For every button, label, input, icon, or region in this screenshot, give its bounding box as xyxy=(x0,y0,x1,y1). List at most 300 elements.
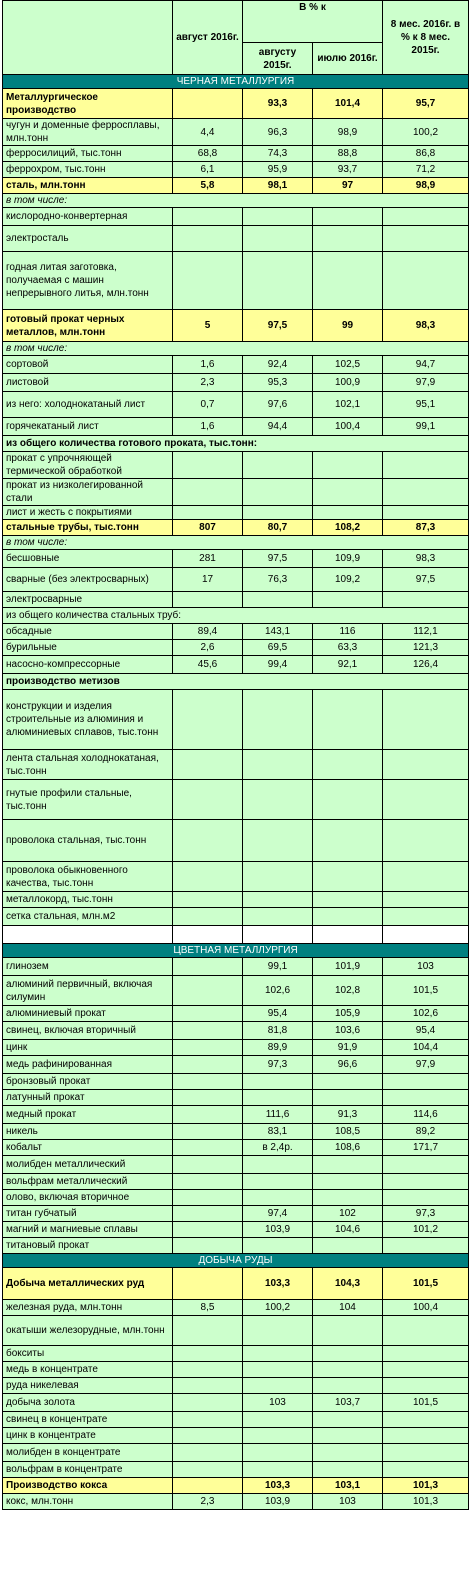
value-cell-v1 xyxy=(173,452,243,479)
header-percent-group: В % к xyxy=(243,1,383,43)
row-label: готовый прокат черных металлов, млн.тонн xyxy=(3,310,173,342)
value-cell-v3: 102,1 xyxy=(313,392,383,418)
value-cell-v2: 95,4 xyxy=(243,1006,313,1022)
value-cell-v3 xyxy=(313,1316,383,1346)
value-cell-v3: 103,6 xyxy=(313,1022,383,1040)
table-row xyxy=(3,1362,469,1378)
row-label: металлокорд, тыс.тонн xyxy=(3,892,173,908)
value-cell-v1: 8,5 xyxy=(173,1300,243,1316)
row-label: олово, включая вторичное xyxy=(3,1190,173,1206)
value-cell-v2: 95,3 xyxy=(243,374,313,392)
value-cell-v2 xyxy=(243,892,313,908)
value-cell-v3 xyxy=(313,892,383,908)
table-row xyxy=(3,1090,469,1106)
header-row-1 xyxy=(3,1,469,43)
table-row xyxy=(3,908,469,926)
value-cell-v3 xyxy=(313,1412,383,1428)
value-cell-v2 xyxy=(243,780,313,820)
row-label: лента стальная холоднокатаная, тыс.тонн xyxy=(3,750,173,780)
value-cell-v1: 5 xyxy=(173,310,243,342)
value-cell-v4 xyxy=(383,690,469,750)
value-cell-v1 xyxy=(173,592,243,608)
value-cell-v1 xyxy=(173,1124,243,1140)
value-cell-v2: 81,8 xyxy=(243,1022,313,1040)
table-row xyxy=(3,1316,469,1346)
value-cell-v2: 102,6 xyxy=(243,976,313,1006)
row-label: железная руда, млн.тонн xyxy=(3,1300,173,1316)
value-cell-v3 xyxy=(313,1444,383,1462)
row-label: бронзовый прокат xyxy=(3,1074,173,1090)
value-cell-v4 xyxy=(383,452,469,479)
value-cell-v2: 96,3 xyxy=(243,119,313,146)
value-cell-v4: 102,6 xyxy=(383,1006,469,1022)
value-cell-v3 xyxy=(313,1074,383,1090)
value-cell-v4: 99,1 xyxy=(383,418,469,436)
value-cell-v3: 100,4 xyxy=(313,418,383,436)
value-cell-v1 xyxy=(173,1106,243,1124)
value-cell-v4: 101,5 xyxy=(383,1268,469,1300)
value-cell-v4 xyxy=(383,908,469,926)
value-cell-v3: 101,9 xyxy=(313,958,383,976)
row-label: окатыши железорудные, млн.тонн xyxy=(3,1316,173,1346)
row-label: сварные (без электросварных) xyxy=(3,568,173,592)
row-label: цинк xyxy=(3,1040,173,1056)
value-cell-v2: 98,1 xyxy=(243,178,313,194)
value-cell-v1 xyxy=(173,820,243,862)
value-cell-v2: 103,3 xyxy=(243,1478,313,1494)
value-cell-v3 xyxy=(313,592,383,608)
value-cell-v4 xyxy=(383,1444,469,1462)
value-cell-v4: 121,3 xyxy=(383,640,469,656)
value-cell-v4 xyxy=(383,1238,469,1254)
value-cell-v4: 97,3 xyxy=(383,1206,469,1222)
header-8-months: 8 мес. 2016г. в % к 8 мес. 2015г. xyxy=(383,1,469,75)
value-cell-v1 xyxy=(173,1444,243,1462)
empty-cell xyxy=(3,926,173,944)
row-label: прокат из низколегированной стали xyxy=(3,479,173,506)
row-label: феррохром, тыс.тонн xyxy=(3,162,173,178)
value-cell-v3: 109,2 xyxy=(313,568,383,592)
row-label: производство метизов xyxy=(3,674,469,690)
value-cell-v3 xyxy=(313,1156,383,1174)
table-row xyxy=(3,194,469,208)
table-row xyxy=(3,780,469,820)
value-cell-v2: 92,4 xyxy=(243,356,313,374)
table-row xyxy=(3,1346,469,1362)
table-row xyxy=(3,1140,469,1156)
section-title: ЦВЕТНАЯ МЕТАЛЛУРГИЯ xyxy=(3,944,469,958)
value-cell-v3: 104 xyxy=(313,1300,383,1316)
value-cell-v1 xyxy=(173,1174,243,1190)
row-label: кислородно-конвертерная xyxy=(3,208,173,226)
table-row xyxy=(3,119,469,146)
value-cell-v2: 94,4 xyxy=(243,418,313,436)
value-cell-v1 xyxy=(173,479,243,506)
value-cell-v1: 6,1 xyxy=(173,162,243,178)
value-cell-v2: 83,1 xyxy=(243,1124,313,1140)
value-cell-v1 xyxy=(173,976,243,1006)
value-cell-v3 xyxy=(313,750,383,780)
value-cell-v3: 102,8 xyxy=(313,976,383,1006)
value-cell-v2 xyxy=(243,1156,313,1174)
table-row xyxy=(3,976,469,1006)
value-cell-v2 xyxy=(243,1412,313,1428)
value-cell-v1: 2,3 xyxy=(173,374,243,392)
value-cell-v1: 281 xyxy=(173,550,243,568)
row-label: прокат с упрочняющей термической обработкой xyxy=(3,452,173,479)
value-cell-v1 xyxy=(173,1428,243,1444)
value-cell-v2 xyxy=(243,908,313,926)
row-label: проволока стальная, тыс.тонн xyxy=(3,820,173,862)
empty-cell xyxy=(313,926,383,944)
value-cell-v2 xyxy=(243,1316,313,1346)
value-cell-v1 xyxy=(173,89,243,119)
value-cell-v4 xyxy=(383,1346,469,1362)
table-row xyxy=(3,374,469,392)
value-cell-v3 xyxy=(313,1174,383,1190)
value-cell-v1: 2,6 xyxy=(173,640,243,656)
value-cell-v4 xyxy=(383,1378,469,1394)
value-cell-v3 xyxy=(313,226,383,252)
header-august-2016: август 2016г. xyxy=(173,1,243,75)
table-row xyxy=(3,624,469,640)
section-title: ЧЕРНАЯ МЕТАЛЛУРГИЯ xyxy=(3,75,469,89)
value-cell-v3 xyxy=(313,820,383,862)
table-row xyxy=(3,1174,469,1190)
header-august-2015: августу 2015г. xyxy=(243,43,313,75)
value-cell-v2 xyxy=(243,750,313,780)
value-cell-v2: 100,2 xyxy=(243,1300,313,1316)
row-label: бокситы xyxy=(3,1346,173,1362)
value-cell-v3: 91,9 xyxy=(313,1040,383,1056)
value-cell-v2: 93,3 xyxy=(243,89,313,119)
value-cell-v4: 98,9 xyxy=(383,178,469,194)
value-cell-v2: 99,1 xyxy=(243,958,313,976)
value-cell-v3: 98,9 xyxy=(313,119,383,146)
value-cell-v4 xyxy=(383,1156,469,1174)
table-row xyxy=(3,146,469,162)
value-cell-v3: 103,1 xyxy=(313,1478,383,1494)
row-label: обсадные xyxy=(3,624,173,640)
table-row xyxy=(3,1124,469,1140)
value-cell-v3 xyxy=(313,1346,383,1362)
table-row xyxy=(3,342,469,356)
value-cell-v1 xyxy=(173,892,243,908)
table-row xyxy=(3,392,469,418)
value-cell-v1 xyxy=(173,780,243,820)
value-cell-v1 xyxy=(173,1156,243,1174)
value-cell-v1 xyxy=(173,1316,243,1346)
value-cell-v2 xyxy=(243,1444,313,1462)
table-row xyxy=(3,1190,469,1206)
table-row xyxy=(3,418,469,436)
row-label: медь в концентрате xyxy=(3,1362,173,1378)
value-cell-v4: 101,3 xyxy=(383,1478,469,1494)
value-cell-v4: 101,3 xyxy=(383,1494,469,1510)
value-cell-v3: 105,9 xyxy=(313,1006,383,1022)
table-row xyxy=(3,1056,469,1074)
value-cell-v2: 69,5 xyxy=(243,640,313,656)
value-cell-v1 xyxy=(173,908,243,926)
value-cell-v2 xyxy=(243,208,313,226)
value-cell-v4: 87,3 xyxy=(383,520,469,536)
row-label: из него: холоднокатаный лист xyxy=(3,392,173,418)
value-cell-v2: 143,1 xyxy=(243,624,313,640)
value-cell-v4 xyxy=(383,1412,469,1428)
table-body xyxy=(3,1,469,1510)
value-cell-v2 xyxy=(243,1238,313,1254)
value-cell-v1 xyxy=(173,1022,243,1040)
value-cell-v2 xyxy=(243,1346,313,1362)
row-label: чугун и доменные ферросплавы, млн.тонн xyxy=(3,119,173,146)
table-row xyxy=(3,452,469,479)
value-cell-v1 xyxy=(173,750,243,780)
value-cell-v1 xyxy=(173,1190,243,1206)
value-cell-v1: 1,6 xyxy=(173,356,243,374)
table-row xyxy=(3,550,469,568)
row-label: сетка стальная, млн.м2 xyxy=(3,908,173,926)
value-cell-v1 xyxy=(173,958,243,976)
table-row xyxy=(3,1478,469,1494)
value-cell-v4: 97,9 xyxy=(383,374,469,392)
value-cell-v1 xyxy=(173,1268,243,1300)
value-cell-v3 xyxy=(313,452,383,479)
value-cell-v2 xyxy=(243,1174,313,1190)
row-label: Добыча металлических руд xyxy=(3,1268,173,1300)
value-cell-v3: 101,4 xyxy=(313,89,383,119)
table-row xyxy=(3,1494,469,1510)
row-label: добыча золота xyxy=(3,1394,173,1412)
value-cell-v2: 97,3 xyxy=(243,1056,313,1074)
value-cell-v3: 108,2 xyxy=(313,520,383,536)
value-cell-v4: 100,4 xyxy=(383,1300,469,1316)
section-title: ДОБЫЧА РУДЫ xyxy=(3,1254,469,1268)
header-indicator-cell xyxy=(3,1,173,75)
value-cell-v2 xyxy=(243,690,313,750)
value-cell-v1 xyxy=(173,1412,243,1428)
row-label: руда никелевая xyxy=(3,1378,173,1394)
value-cell-v3: 102,5 xyxy=(313,356,383,374)
row-label: в том числе: xyxy=(3,342,469,356)
table-row xyxy=(3,479,469,506)
value-cell-v4: 71,2 xyxy=(383,162,469,178)
row-label: свинец в концентрате xyxy=(3,1412,173,1428)
value-cell-v4: 100,2 xyxy=(383,119,469,146)
value-cell-v2 xyxy=(243,1362,313,1378)
value-cell-v2: 97,5 xyxy=(243,310,313,342)
value-cell-v2 xyxy=(243,226,313,252)
table-row xyxy=(3,1040,469,1056)
row-label: кокс, млн.тонн xyxy=(3,1494,173,1510)
table-row xyxy=(3,1428,469,1444)
value-cell-v1: 68,8 xyxy=(173,146,243,162)
value-cell-v3: 92,1 xyxy=(313,656,383,674)
value-cell-v2 xyxy=(243,479,313,506)
value-cell-v4 xyxy=(383,506,469,520)
row-label: электросталь xyxy=(3,226,173,252)
value-cell-v2: 97,6 xyxy=(243,392,313,418)
table-row xyxy=(3,1268,469,1300)
value-cell-v1 xyxy=(173,1378,243,1394)
value-cell-v3 xyxy=(313,1428,383,1444)
row-label: вольфрам в концентрате xyxy=(3,1462,173,1478)
value-cell-v4: 95,1 xyxy=(383,392,469,418)
value-cell-v4 xyxy=(383,1316,469,1346)
row-label: латунный прокат xyxy=(3,1090,173,1106)
row-label: алюминий первичный, включая силумин xyxy=(3,976,173,1006)
value-cell-v2 xyxy=(243,506,313,520)
value-cell-v4: 171,7 xyxy=(383,1140,469,1156)
value-cell-v1: 4,4 xyxy=(173,119,243,146)
table-row xyxy=(3,1222,469,1238)
table-row xyxy=(3,1006,469,1022)
empty-cell xyxy=(383,926,469,944)
table-row xyxy=(3,1378,469,1394)
value-cell-v2: 76,3 xyxy=(243,568,313,592)
value-cell-v1 xyxy=(173,1056,243,1074)
row-label: кобальт xyxy=(3,1140,173,1156)
value-cell-v2 xyxy=(243,592,313,608)
value-cell-v2 xyxy=(243,1090,313,1106)
row-label: Производство кокса xyxy=(3,1478,173,1494)
value-cell-v4 xyxy=(383,780,469,820)
table-row xyxy=(3,656,469,674)
row-label: бурильные xyxy=(3,640,173,656)
value-cell-v3: 100,9 xyxy=(313,374,383,392)
value-cell-v4: 98,3 xyxy=(383,550,469,568)
value-cell-v3 xyxy=(313,506,383,520)
value-cell-v4: 89,2 xyxy=(383,1124,469,1140)
value-cell-v1 xyxy=(173,1238,243,1254)
value-cell-v1 xyxy=(173,1346,243,1362)
value-cell-v3: 63,3 xyxy=(313,640,383,656)
row-label: из общего количества готового проката, тыс.тонн: xyxy=(3,436,469,452)
table-row xyxy=(3,1106,469,1124)
value-cell-v1: 89,4 xyxy=(173,624,243,640)
value-cell-v1 xyxy=(173,1362,243,1378)
value-cell-v2 xyxy=(243,862,313,892)
row-label: магний и магниевые сплавы xyxy=(3,1222,173,1238)
table-row xyxy=(3,162,469,178)
header-july-2016: июлю 2016г. xyxy=(313,43,383,75)
value-cell-v4 xyxy=(383,1174,469,1190)
row-label: электросварные xyxy=(3,592,173,608)
value-cell-v4: 112,1 xyxy=(383,624,469,640)
table-row xyxy=(3,436,469,452)
value-cell-v2 xyxy=(243,1074,313,1090)
row-label: никель xyxy=(3,1124,173,1140)
section-header-row xyxy=(3,75,469,89)
table-row xyxy=(3,356,469,374)
table-row xyxy=(3,958,469,976)
table-row xyxy=(3,1462,469,1478)
value-cell-v4 xyxy=(383,1362,469,1378)
row-label: медный прокат xyxy=(3,1106,173,1124)
table-row xyxy=(3,1238,469,1254)
value-cell-v3: 97 xyxy=(313,178,383,194)
value-cell-v4: 114,6 xyxy=(383,1106,469,1124)
row-label: лист и жесть с покрытиями xyxy=(3,506,173,520)
value-cell-v1 xyxy=(173,1462,243,1478)
table-row xyxy=(3,820,469,862)
value-cell-v1 xyxy=(173,208,243,226)
row-label: проволока обыкновенного качества, тыс.тонн xyxy=(3,862,173,892)
row-label: титановый прокат xyxy=(3,1238,173,1254)
row-label: годная литая заготовка, получаемая с машин непрерывного литья, млн.тонн xyxy=(3,252,173,310)
value-cell-v3: 104,3 xyxy=(313,1268,383,1300)
row-label: вольфрам металлический xyxy=(3,1174,173,1190)
value-cell-v1 xyxy=(173,1006,243,1022)
table-row xyxy=(3,208,469,226)
table-row xyxy=(3,892,469,908)
table-row xyxy=(3,1074,469,1090)
value-cell-v4 xyxy=(383,820,469,862)
value-cell-v1: 2,3 xyxy=(173,1494,243,1510)
table-row xyxy=(3,1206,469,1222)
value-cell-v3: 116 xyxy=(313,624,383,640)
value-cell-v1: 0,7 xyxy=(173,392,243,418)
table-row xyxy=(3,640,469,656)
value-cell-v3: 103,7 xyxy=(313,1394,383,1412)
value-cell-v4: 104,4 xyxy=(383,1040,469,1056)
value-cell-v3 xyxy=(313,780,383,820)
value-cell-v2 xyxy=(243,1428,313,1444)
value-cell-v1: 45,6 xyxy=(173,656,243,674)
value-cell-v3: 108,6 xyxy=(313,1140,383,1156)
value-cell-v1 xyxy=(173,1074,243,1090)
row-label: стальные трубы, тыс.тонн xyxy=(3,520,173,536)
table-row xyxy=(3,862,469,892)
row-label: из общего количества стальных труб: xyxy=(3,608,469,624)
value-cell-v4 xyxy=(383,1190,469,1206)
value-cell-v3 xyxy=(313,1190,383,1206)
row-label: бесшовные xyxy=(3,550,173,568)
value-cell-v3: 88,8 xyxy=(313,146,383,162)
row-label: алюминиевый прокат xyxy=(3,1006,173,1022)
value-cell-v2 xyxy=(243,1462,313,1478)
value-cell-v4: 101,2 xyxy=(383,1222,469,1238)
value-cell-v2: 103,3 xyxy=(243,1268,313,1300)
row-label: листовой xyxy=(3,374,173,392)
table-row xyxy=(3,310,469,342)
row-label: насосно-компрессорные xyxy=(3,656,173,674)
table-row xyxy=(3,1022,469,1040)
value-cell-v3 xyxy=(313,1090,383,1106)
table-row xyxy=(3,690,469,750)
row-label: молибден металлический xyxy=(3,1156,173,1174)
value-cell-v2: в 2,4р. xyxy=(243,1140,313,1156)
table-row xyxy=(3,750,469,780)
value-cell-v2: 111,6 xyxy=(243,1106,313,1124)
table-row xyxy=(3,592,469,608)
value-cell-v3: 104,6 xyxy=(313,1222,383,1238)
value-cell-v3 xyxy=(313,1362,383,1378)
row-label: ферросилиций, тыс.тонн xyxy=(3,146,173,162)
value-cell-v3: 96,6 xyxy=(313,1056,383,1074)
value-cell-v3 xyxy=(313,1462,383,1478)
value-cell-v3: 99 xyxy=(313,310,383,342)
table-row xyxy=(3,520,469,536)
value-cell-v2: 103,9 xyxy=(243,1222,313,1238)
value-cell-v3 xyxy=(313,479,383,506)
value-cell-v3 xyxy=(313,908,383,926)
value-cell-v3 xyxy=(313,1378,383,1394)
table-row xyxy=(3,1394,469,1412)
value-cell-v3: 102 xyxy=(313,1206,383,1222)
value-cell-v2: 89,9 xyxy=(243,1040,313,1056)
table-row xyxy=(3,536,469,550)
value-cell-v4 xyxy=(383,592,469,608)
